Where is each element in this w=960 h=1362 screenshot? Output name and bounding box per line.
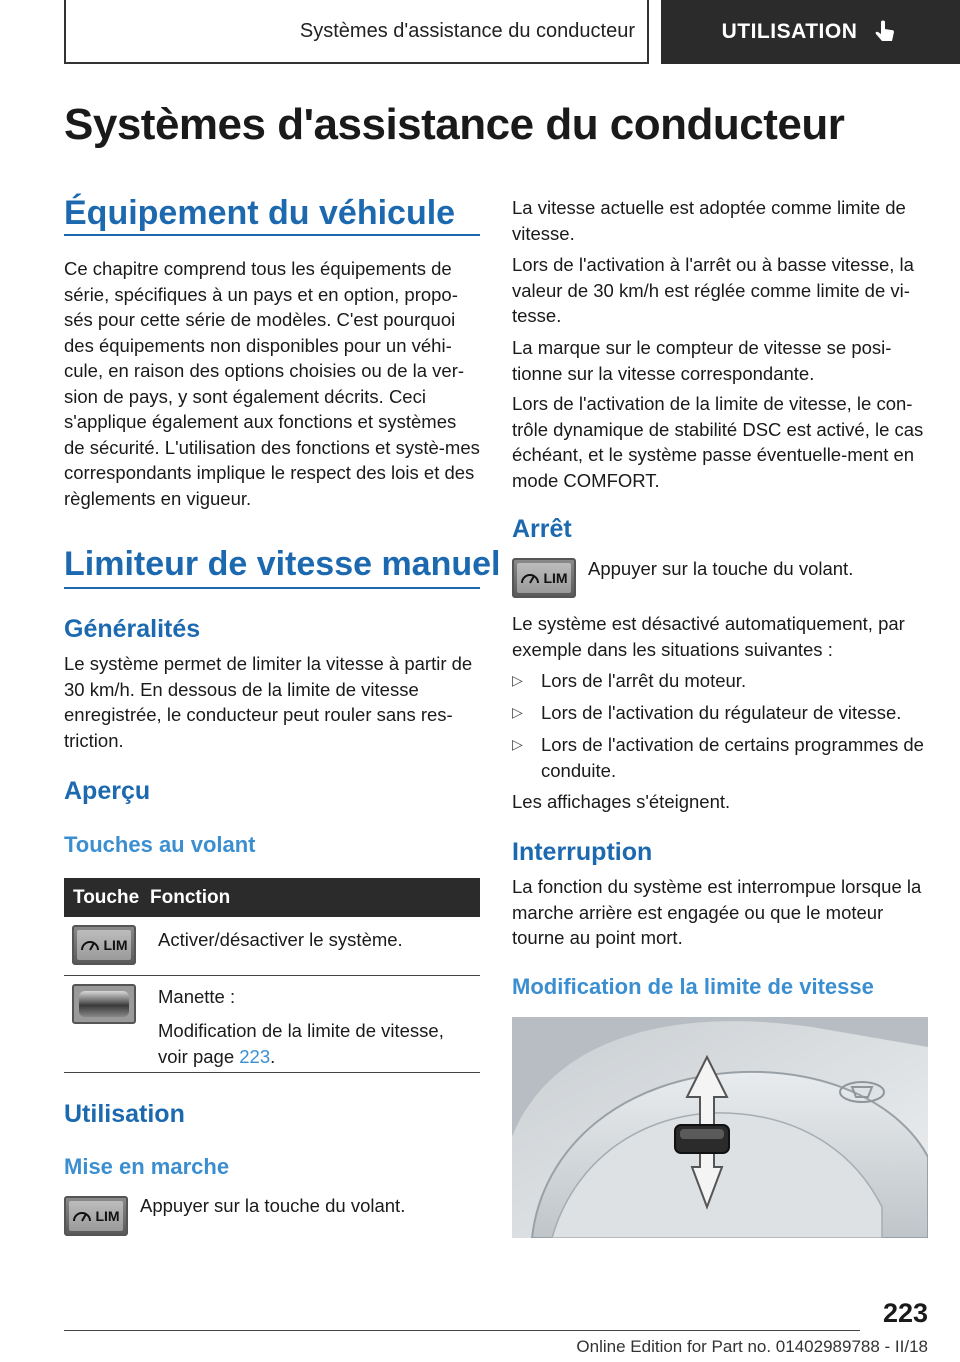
function-detail-text: Modification de la limite de vitesse, voir page: [158, 1020, 444, 1067]
limiter-heading: Limiteur de vitesse manuel: [64, 545, 501, 583]
page-title: Systèmes d'assistance du conducteur: [64, 100, 845, 149]
overview-heading: Aperçu: [64, 777, 151, 805]
header-chapter-tab: [661, 0, 960, 64]
lim-button-icon: [72, 925, 136, 965]
adopt-text: La vitesse actuelle est adoptée comme limite de vitesse.: [512, 197, 906, 244]
lim-button-icon: [64, 1196, 128, 1236]
limiter-heading-rule: [64, 587, 480, 589]
header-chapter-label: UTILISATION: [721, 20, 858, 43]
general-heading: Généralités: [64, 615, 201, 643]
stop-text: Appuyer sur la touche du volant.: [588, 558, 854, 579]
marker-text: La marque sur le compteur de vitesse se posi-tionne sur la vitesse correspondante.: [512, 337, 892, 384]
equipment-text: Ce chapitre comprend tous les équipements de série, spécifiques à un pays et en option, propo-sés pour cette série de modèles. C'est pourquoi des équipements non disponibles pour un véhi-cule, en raison des options choisies ou de la ver-sion de pays, y sont également décrits. Ceci s'applique également aux fonctions et systèmes de sécurité. L'utilisation des fonctions et systè-mes correspondants implique le respect des lois et des règlements en vigueur.: [64, 258, 480, 509]
table-row: [64, 976, 480, 1073]
interrupt-text: La fonction du système est interrompue lorsque la marche arrière est engagée ou que le moteur tourne au point mort.: [512, 876, 922, 948]
lim-button-label: LIM: [95, 1208, 120, 1224]
stop-heading: Arrêt: [512, 515, 572, 543]
table-cell-function-detail: [158, 1018, 478, 1069]
table-header: [64, 878, 480, 917]
usage-heading: Utilisation: [64, 1100, 185, 1128]
general-text: Le système permet de limiter la vitesse à partir de 30 km/h. En dessous de la limite de vitesse enregistrée, le conducteur peut rouler sans res-triction.: [64, 653, 473, 751]
lim-button-label: LIM: [543, 570, 568, 586]
auto-off-text: Le système est désactivé automatiquement, par exemple dans les situations suivantes :: [512, 613, 905, 660]
header-section-label: Systèmes d'assistance du conducteur: [299, 19, 635, 42]
start-text: Appuyer sur la touche du volant.: [140, 1195, 406, 1216]
activation-text: Lors de l'activation à l'arrêt ou à basse vitesse, la valeur de 30 km/h est réglée comme limite de vi-tesse.: [512, 254, 914, 326]
table-cell-function: Manette :: [158, 986, 236, 1007]
dsc-text: Lors de l'activation de la limite de vitesse, le con-trôle dynamique de stabilité DSC est activé, le cas échéant, et le système passe éventuelle-ment en mode COMFORT.: [512, 393, 924, 491]
equipment-heading-rule: [64, 234, 480, 236]
table-row: [64, 917, 480, 976]
buttons-heading: Touches au volant: [64, 832, 256, 857]
modify-heading: Modification de la limite de vitesse: [512, 974, 874, 999]
interrupt-heading: Interruption: [512, 838, 653, 866]
page-reference-link[interactable]: 223: [239, 1045, 271, 1067]
lim-button-label: LIM: [103, 937, 128, 953]
lim-button-icon: [512, 558, 576, 598]
footer-rule: [64, 1330, 860, 1331]
footer-edition: Online Edition for Part no. 01402989788 - II/18: [576, 1337, 928, 1356]
buttons-table: [64, 878, 480, 1073]
equipment-heading: Équipement du véhicule: [64, 194, 456, 232]
function-detail-suffix: .: [270, 1045, 276, 1067]
touch-hand-icon: [871, 18, 899, 46]
rocker-switch-icon: [72, 984, 136, 1024]
bullet-triangle-icon: ▷: [512, 704, 523, 720]
start-heading: Mise en marche: [64, 1154, 230, 1179]
table-header-key: Touche: [73, 886, 140, 908]
table-header-function: Fonction: [150, 886, 231, 908]
header-section-tab: [64, 0, 649, 64]
page-number: 223: [882, 1298, 928, 1328]
displays-off-text: Les affichages s'éteignent.: [512, 791, 731, 812]
table-cell-function: Activer/désactiver le système.: [158, 929, 403, 950]
steering-wheel-rocker-photo: [512, 1017, 928, 1238]
bullet-triangle-icon: ▷: [512, 672, 523, 688]
bullet-triangle-icon: ▷: [512, 736, 523, 752]
